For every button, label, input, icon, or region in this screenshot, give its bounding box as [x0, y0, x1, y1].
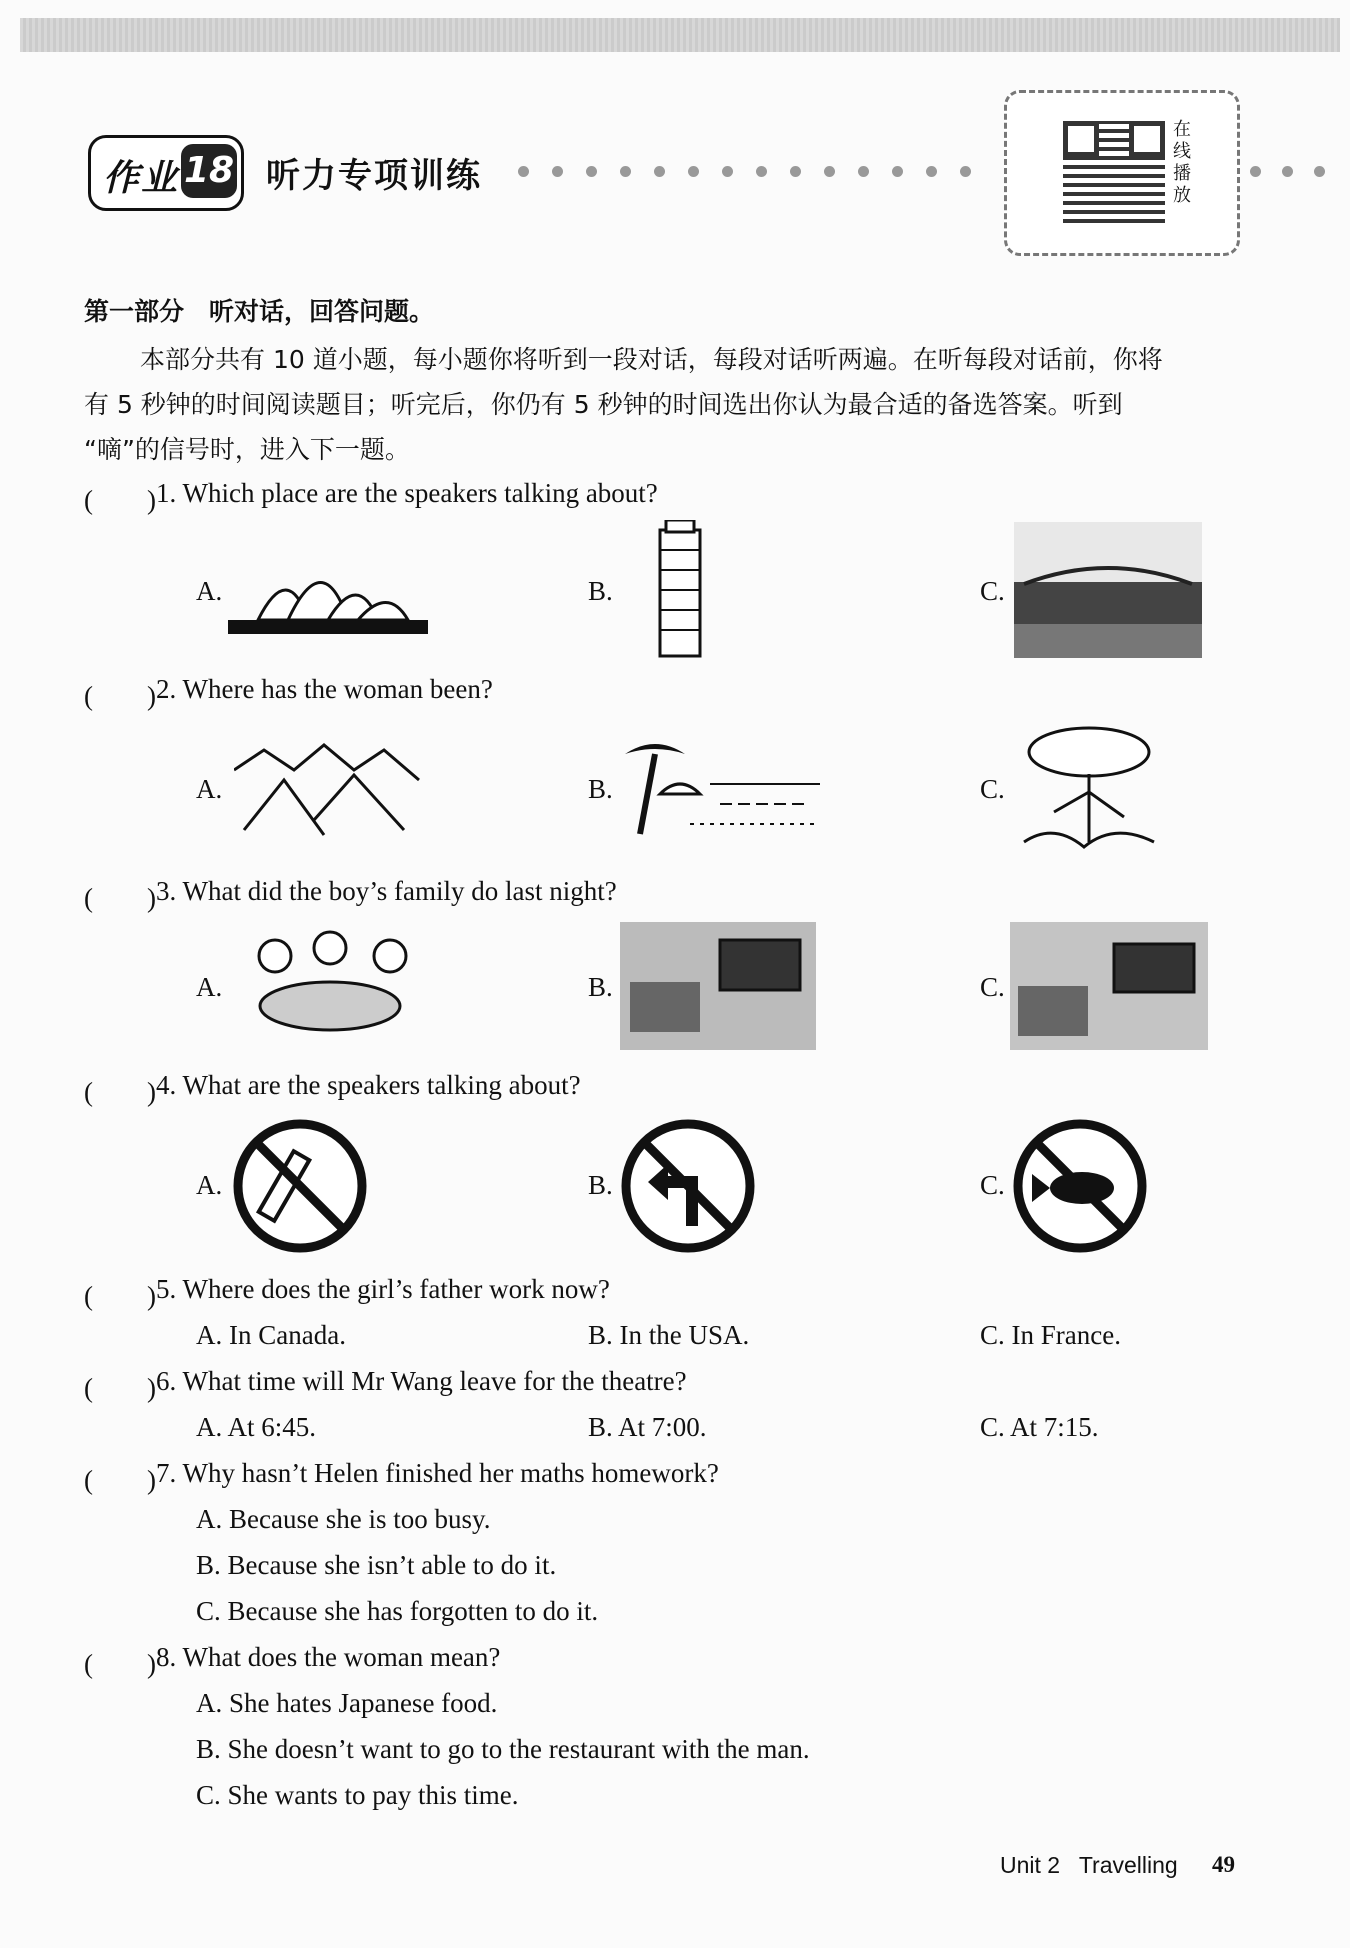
intro-line-2: 有 5 秒钟的时间阅读题目；听完后，你仍有 5 秒钟的时间选出你认为最合适的备选答案。听到 [84, 390, 1123, 419]
intro-line-1: 本部分共有 10 道小题，每小题你将听到一段对话，每段对话听两遍。在听每段对话前，你将 [140, 345, 1163, 374]
intro-line-3: “嘀”的信号时，进入下一题。 [84, 435, 410, 464]
option-text: C. She wants to pay this time. [196, 1780, 519, 1810]
forest-picture [1014, 722, 1164, 862]
option-text: A. At 6:45. [196, 1412, 317, 1442]
title-dots [518, 164, 994, 182]
no-smoking-sign-icon [230, 1116, 370, 1256]
homework-label: 作业 [103, 158, 180, 199]
answer-blank[interactable]: ( ) [84, 1649, 156, 1679]
option-label: B. [588, 1170, 613, 1200]
option-text: C. Because she has forgotten to do it. [196, 1596, 599, 1626]
option-text: A. Because she is too busy. [196, 1504, 491, 1534]
right-dots [1250, 164, 1346, 182]
homework-number: 18 [181, 144, 237, 198]
option-label: B. [588, 972, 613, 1002]
question-prompt: 1. Which place are the speakers talking about? [156, 478, 658, 508]
page-number: 49 [1212, 1852, 1235, 1877]
question-prompt: 4. What are the speakers talking about? [156, 1070, 581, 1100]
option-label: C. [980, 576, 1005, 606]
answer-blank[interactable]: ( ) [84, 1281, 156, 1311]
question-prompt: 2. Where has the woman been? [156, 674, 493, 704]
option-label: B. [588, 774, 613, 804]
living-room-picture [1010, 922, 1208, 1050]
opera-house-picture [228, 540, 428, 640]
no-fishing-sign-icon [1010, 1116, 1150, 1256]
leaning-tower-picture [652, 520, 708, 660]
page-title: 听力专项训练 [266, 156, 482, 196]
beach-picture [620, 734, 820, 844]
option-label: A. [196, 576, 223, 606]
option-label: C. [980, 774, 1005, 804]
birds-nest-stadium-picture [1014, 522, 1202, 658]
no-left-turn-sign-icon [618, 1116, 758, 1256]
qr-code-icon[interactable] [1063, 121, 1165, 223]
question-prompt: 7. Why hasn’t Helen finished her maths homework? [156, 1458, 719, 1488]
answer-blank[interactable]: ( ) [84, 485, 156, 515]
option-text: C. In France. [980, 1320, 1121, 1350]
option-label: A. [196, 1170, 223, 1200]
answer-blank[interactable]: ( ) [84, 1077, 156, 1107]
question-prompt: 5. Where does the girl’s father work now? [156, 1274, 610, 1304]
option-text: B. Because she isn’t able to do it. [196, 1550, 557, 1580]
option-label: B. [588, 576, 613, 606]
option-text: B. She doesn’t want to go to the restaurant with the man. [196, 1734, 810, 1764]
option-text: A. In Canada. [196, 1320, 346, 1350]
answer-blank[interactable]: ( ) [84, 681, 156, 711]
answer-blank[interactable]: ( ) [84, 1373, 156, 1403]
question-prompt: 8. What does the woman mean? [156, 1642, 501, 1672]
option-text: A. She hates Japanese food. [196, 1688, 498, 1718]
mountains-picture [234, 740, 424, 840]
watching-tv-picture [620, 922, 816, 1050]
top-scan-band [20, 18, 1340, 52]
option-label: C. [980, 1170, 1005, 1200]
section-title: 第一部分 听对话，回答问题。 [84, 297, 435, 326]
question-prompt: 3. What did the boy’s family do last night? [156, 876, 617, 906]
footer-topic: Travelling [1078, 1852, 1178, 1878]
option-text: B. In the USA. [588, 1320, 750, 1350]
option-text: B. At 7:00. [588, 1412, 707, 1442]
footer-unit: Unit 2 [1000, 1852, 1061, 1878]
option-label: A. [196, 774, 223, 804]
family-dinner-picture [230, 926, 430, 1046]
page-footer [1000, 1852, 1178, 1879]
question-prompt: 6. What time will Mr Wang leave for the theatre? [156, 1366, 687, 1396]
qr-label: 在线播放 [1173, 119, 1191, 206]
homework-badge [88, 135, 244, 211]
qr-panel[interactable] [1004, 90, 1240, 256]
option-label: A. [196, 972, 223, 1002]
option-label: C. [980, 972, 1005, 1002]
answer-blank[interactable]: ( ) [84, 1465, 156, 1495]
answer-blank[interactable]: ( ) [84, 883, 156, 913]
option-text: C. At 7:15. [980, 1412, 1099, 1442]
